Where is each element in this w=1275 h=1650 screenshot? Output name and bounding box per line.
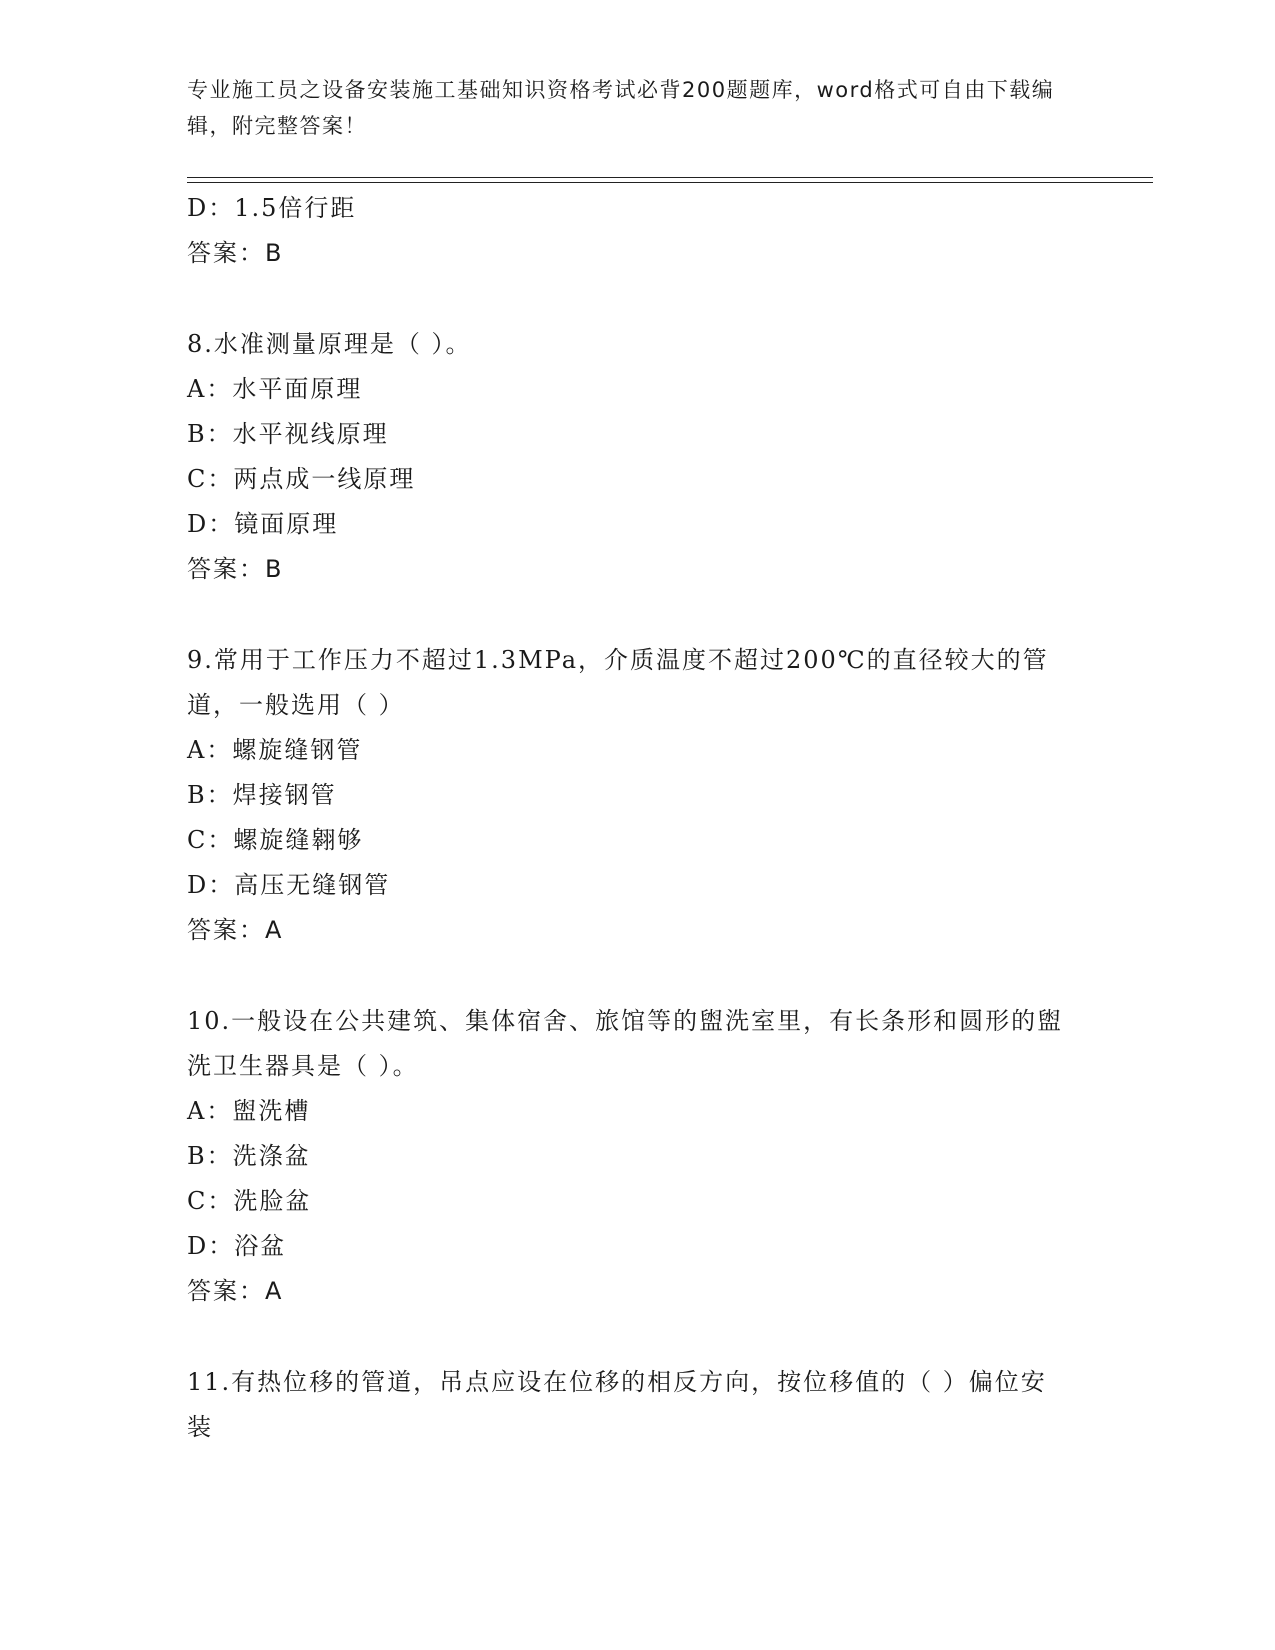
question-10-option-c: C：洗脸盆 xyxy=(187,1187,312,1215)
question-8-stem: 8.水准测量原理是（ ）。 xyxy=(187,330,472,358)
prev-answer: 答案：B xyxy=(187,239,284,267)
question-8-option-b: B：水平视线原理 xyxy=(187,420,389,448)
question-9-answer: 答案：A xyxy=(187,916,284,944)
question-10-option-d: D：浴盆 xyxy=(187,1232,287,1260)
question-9-stem: 9.常用于工作压力不超过1.3MPa，介质温度不超过200℃的直径较大的管道，一般选用（ ） xyxy=(187,646,1049,719)
question-10-answer: 答案：A xyxy=(187,1277,284,1305)
header-divider-bottom xyxy=(187,182,1153,183)
question-9-option-b: B：焊接钢管 xyxy=(187,781,337,809)
question-list xyxy=(187,186,1067,1450)
question-10-option-a: A：盥洗槽 xyxy=(187,1097,311,1125)
question-8-answer: 答案：B xyxy=(187,555,284,583)
prev-option-d: D：1.5倍行距 xyxy=(187,194,357,222)
header-divider-top xyxy=(187,177,1153,178)
question-10-stem: 10.一般设在公共建筑、集体宿舍、旅馆等的盥洗室里，有长条形和圆形的盥洗卫生器具是（ ）。 xyxy=(187,1007,1064,1080)
question-9-option-d: D：高压无缝钢管 xyxy=(187,871,391,899)
question-9-option-a: A：螺旋缝钢管 xyxy=(187,736,363,764)
question-9-option-c: C：螺旋缝翱够 xyxy=(187,826,364,854)
question-8-option-a: A：水平面原理 xyxy=(187,375,363,403)
question-8-option-c: C：两点成一线原理 xyxy=(187,465,416,493)
document-header: 专业施工员之设备安装施工基础知识资格考试必背200题题库，word格式可自由下载编辑，附完整答案！ xyxy=(187,78,1055,138)
question-11-stem: 11.有热位移的管道，吊点应设在位移的相反方向，按位移值的（ ）偏位安装 xyxy=(187,1368,1047,1441)
question-10-option-b: B：洗涤盆 xyxy=(187,1142,311,1170)
question-8-option-d: D：镜面原理 xyxy=(187,510,339,538)
